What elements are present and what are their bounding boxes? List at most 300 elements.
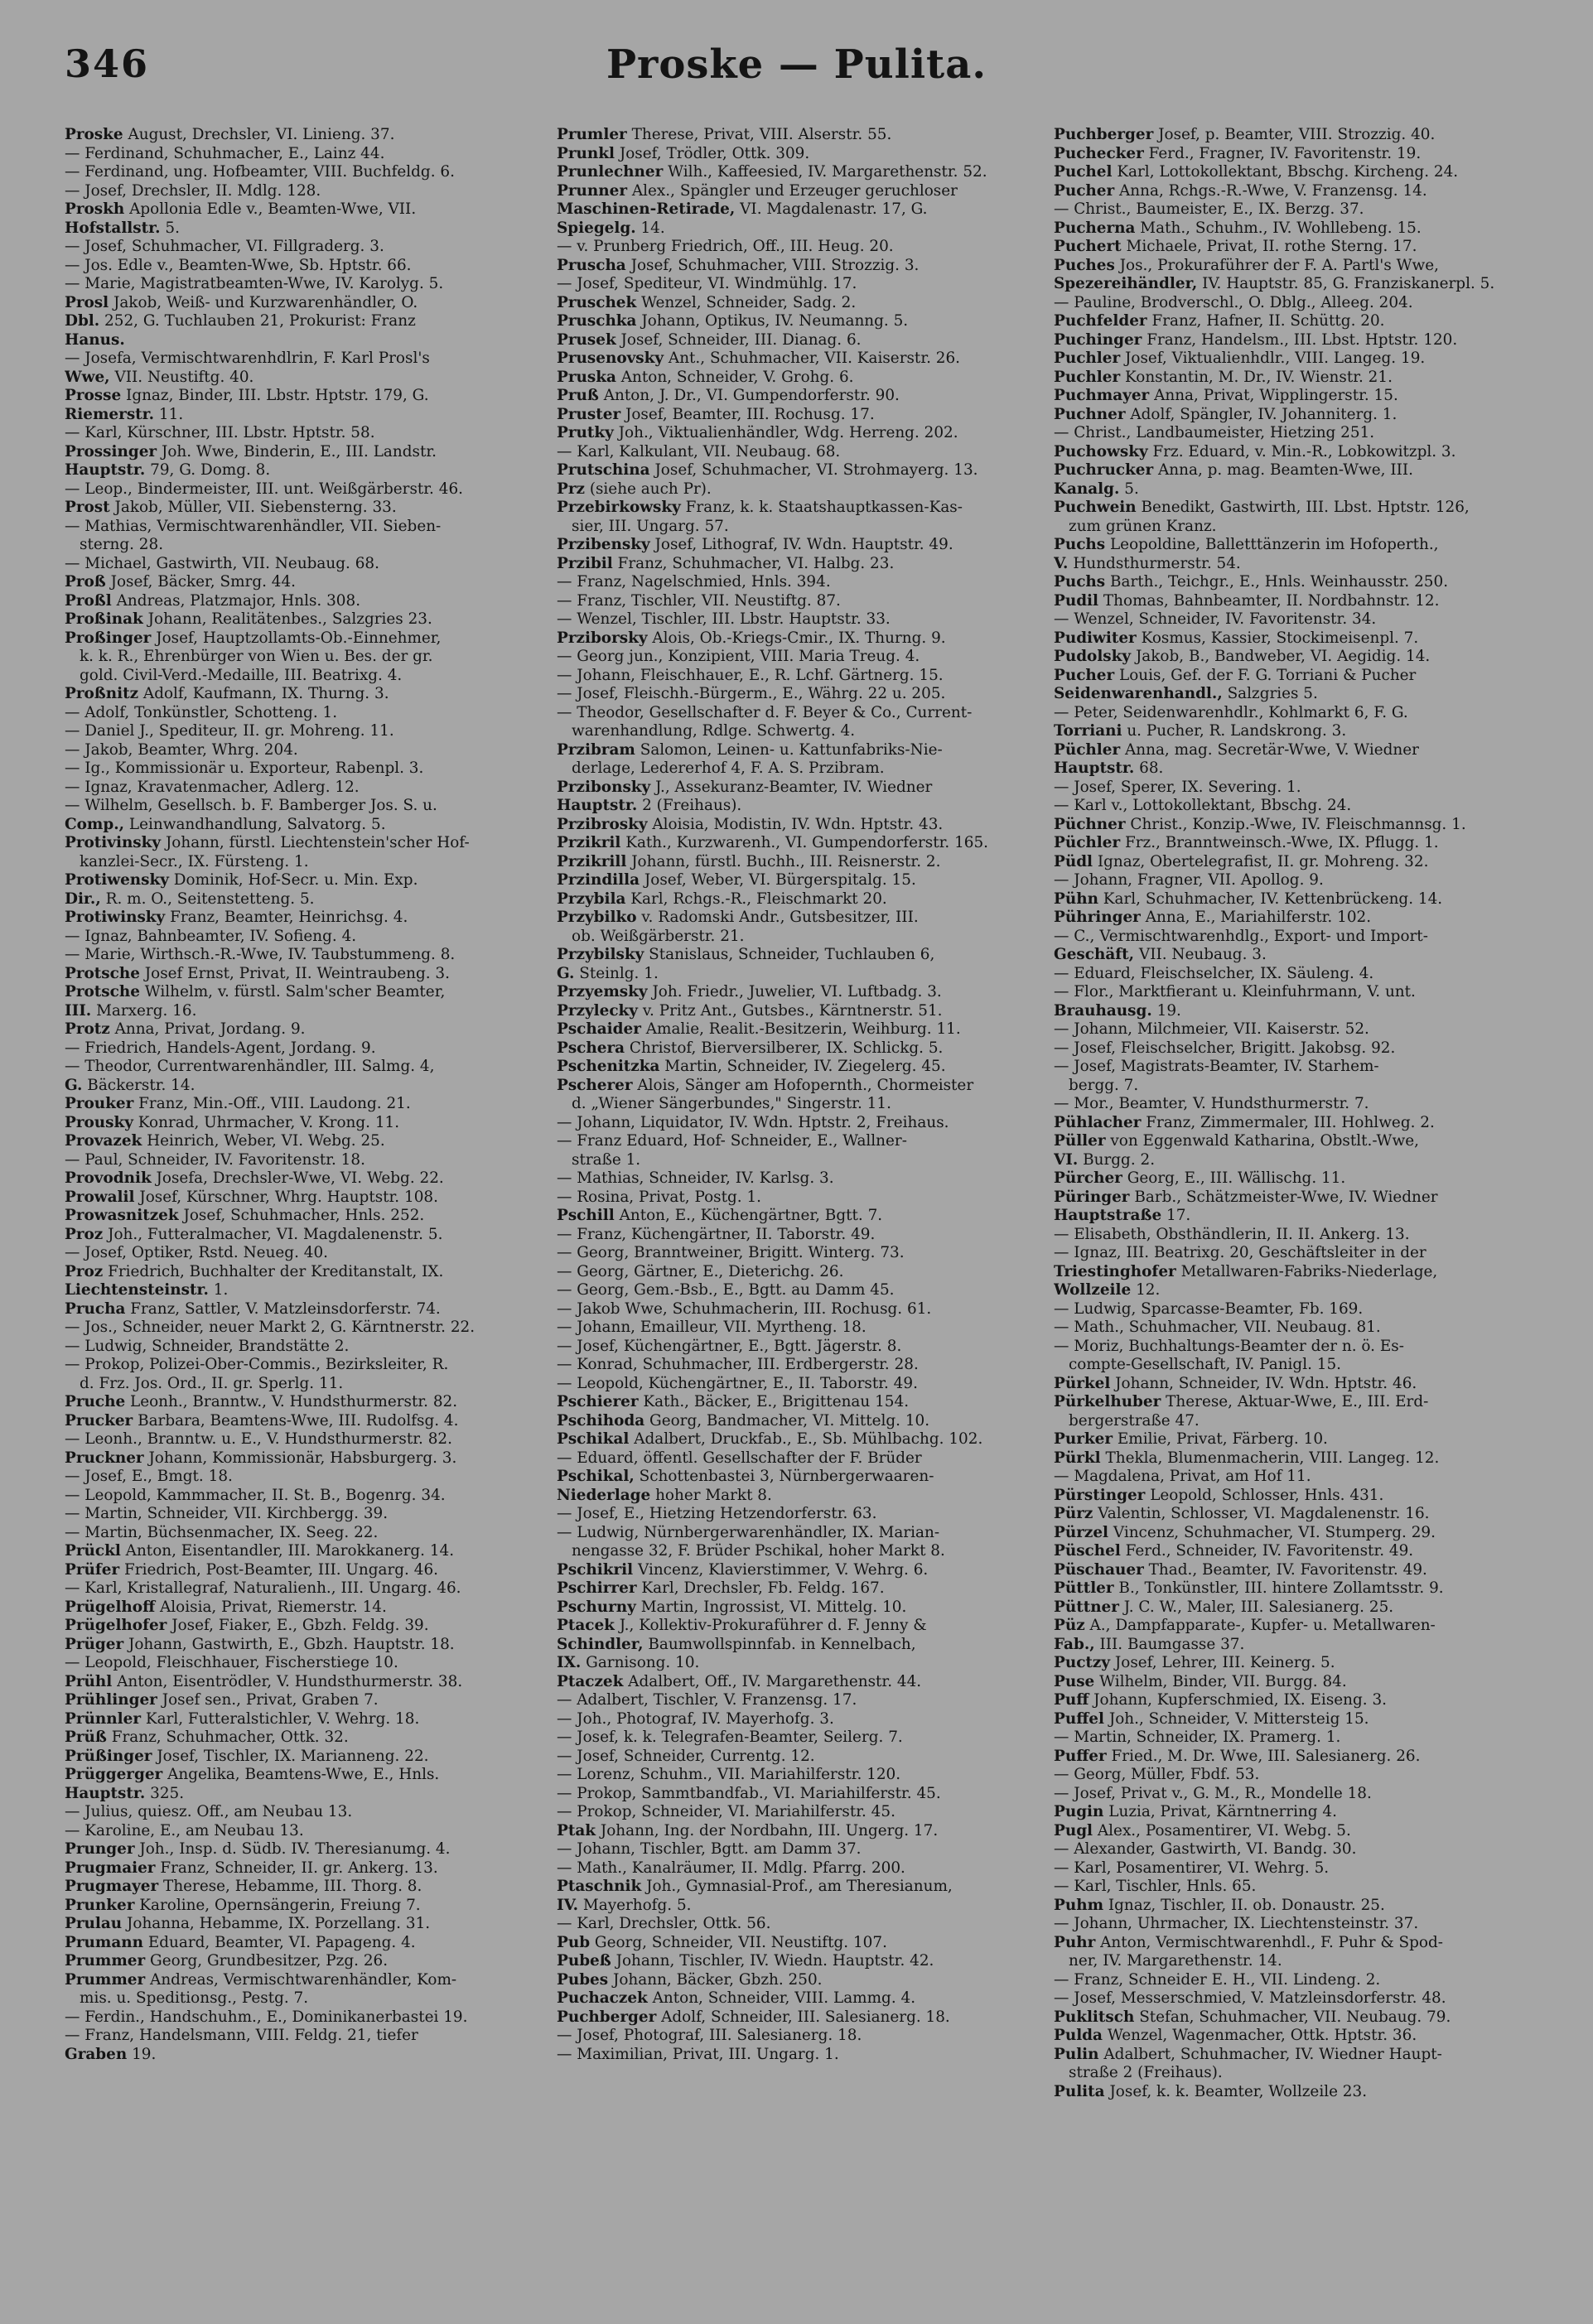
- directory-entry: — Marie, Wirthsch.-R.-Wwe, IV. Taubstummeng. 8.: [65, 946, 456, 963]
- directory-entry: — Johann, Fleischhauer, E., R. Lchf. Gärtnerg. 15.: [557, 666, 944, 684]
- directory-entry: straße 1.: [572, 1150, 641, 1169]
- directory-entry: Protiwensky Dominik, Hof-Secr. u. Min. Exp.: [65, 871, 418, 889]
- directory-entry: Przybilsky Stanislaus, Schneider, Tuchlauben 6,: [557, 946, 935, 963]
- directory-entry: — Karl v., Lottokollektant, Bbschg. 24.: [1054, 797, 1352, 814]
- directory-entry: Puchs Barth., Teichgr., E., Hnls. Weinhausstr. 250.: [1054, 573, 1449, 591]
- directory-entry: — Josef, k. k. Telegrafen-Beamter, Seilerg. 7.: [557, 1729, 903, 1746]
- directory-entry: Puffel Joh., Schneider, V. Mittersteig 15.: [1054, 1709, 1369, 1728]
- directory-entry: Proßinak Johann, Realitätenbes., Salzgries 23.: [65, 610, 432, 628]
- directory-entry: Puchowsky Frz. Eduard, v. Min.-R., Lobkowitzpl. 3.: [1054, 442, 1456, 460]
- directory-entry: Ptaczek Adalbert, Off., IV. Margarethenstr. 44.: [557, 1672, 922, 1690]
- directory-entry: Pubes Johann, Bäcker, Gbzh. 250.: [557, 1970, 823, 1989]
- directory-entry: — Ferdinand, ung. Hofbeamter, VIII. Buchfeldg. 6.: [65, 163, 455, 181]
- directory-entry: Pruster Josef, Beamter, III. Rochusg. 17.: [557, 405, 875, 423]
- directory-entry: Proßl Andreas, Platzmajor, Hnls. 308.: [65, 591, 361, 610]
- directory-entry: Puchrucker Anna, p. mag. Beamten-Wwe, III.: [1054, 461, 1413, 479]
- directory-entry: Pürkl Thekla, Blumenmacherin, VIII. Langeg. 12.: [1054, 1449, 1440, 1467]
- directory-entry: Przibram Salomon, Leinen- u. Kattunfabriks-Nie-: [557, 740, 943, 759]
- directory-entry: — Martin, Büchsenmacher, IX. Seeg. 22.: [65, 1523, 379, 1541]
- directory-entry: Provodnik Josefa, Drechsler-Wwe, VI. Webg. 22.: [65, 1169, 444, 1187]
- directory-entry: Pulin Adalbert, Schuhmacher, IV. Wiedner Haupt-: [1054, 2045, 1442, 2063]
- directory-entry: Hauptstraße 17.: [1054, 1207, 1191, 1224]
- column-1: [65, 126, 549, 2288]
- directory-entry: Prutky Joh., Viktualienhändler, Wdg. Herreng. 202.: [557, 424, 958, 441]
- directory-entry: k. k. R., Ehrenbürger von Wien u. Bes. der gr.: [80, 648, 433, 665]
- directory-entry: — Friedrich, Handels-Agent, Jordang. 9.: [65, 1039, 376, 1057]
- directory-entry: Seidenwarenhandl., Salzgries 5.: [1054, 685, 1318, 702]
- directory-entry: Puhr Anton, Vermischtwarenhdl., F. Puhr & Spod-: [1054, 1933, 1443, 1951]
- directory-entry: Pschierer Kath., Bäcker, E., Brigittenau 154.: [557, 1393, 910, 1410]
- directory-entry: Prowalil Josef, Kürschner, Whrg. Hauptstr. 108.: [65, 1188, 438, 1206]
- directory-entry: compte-Gesellschaft, IV. Panigl. 15.: [1069, 1356, 1342, 1373]
- directory-entry: Pürstinger Leopold, Schlosser, Hnls. 431.: [1054, 1486, 1384, 1504]
- directory-entry: — Josef, Sperer, IX. Severing. 1.: [1054, 778, 1301, 796]
- directory-entry: bergerstraße 47.: [1069, 1411, 1200, 1430]
- directory-entry: Spiegelg. 14.: [557, 219, 665, 237]
- directory-entry: Puchler Josef, Viktualienhdlr., VIII. Langeg. 19.: [1054, 350, 1426, 367]
- directory-entry: Prüß Franz, Schuhmacher, Ottk. 32.: [65, 1729, 349, 1746]
- column-3: [1054, 126, 1538, 2288]
- directory-entry: Przebirkowsky Franz, k. k. Staatshauptkassen-Kas-: [557, 499, 963, 516]
- directory-entry: — Josef, Drechsler, II. Mdlg. 128.: [65, 181, 321, 200]
- directory-entry: Prüggerger Angelika, Beamtens-Wwe, E., Hnls.: [65, 1766, 440, 1783]
- directory-entry: Prummer Andreas, Vermischtwarenhändler, Kom-: [65, 1970, 457, 1989]
- directory-entry: — Franz, Tischler, VII. Neustiftg. 87.: [557, 591, 841, 610]
- directory-entry: Przybila Karl, Rchgs.-R., Fleischmarkt 20.: [557, 890, 887, 908]
- directory-entry: Pudiwiter Kosmus, Kassier, Stockimeisenpl. 7.: [1054, 629, 1419, 647]
- directory-entry: — Karl, Kürschner, III. Lbstr. Hptstr. 58.: [65, 424, 375, 441]
- directory-entry: Pschikril Vincenz, Klavierstimmer, V. Wehrg. 6.: [557, 1560, 929, 1579]
- directory-entry: — Karoline, E., am Neubau 13.: [65, 1821, 304, 1839]
- directory-entry: Prusenovsky Ant., Schuhmacher, VII. Kaiserstr. 26.: [557, 350, 961, 367]
- directory-entry: Proßinger Josef, Hauptzollamts-Ob.-Einnehmer,: [65, 629, 442, 647]
- directory-entry: Püdl Ignaz, Obertelegrafist, II. gr. Mohreng. 32.: [1054, 852, 1429, 870]
- directory-entry: — Adalbert, Tischler, V. Franzensg. 17.: [557, 1691, 857, 1709]
- directory-entry: Pürz Valentin, Schlosser, VI. Magdalenenstr. 16.: [1054, 1505, 1430, 1522]
- directory-entry: Prügelhofer Josef, Fiaker, E., Gbzh. Feldg. 39.: [65, 1617, 429, 1634]
- directory-entry: Pürkelhuber Therese, Aktuar-Wwe, E., III. Erd-: [1054, 1393, 1429, 1410]
- directory-entry: — Lorenz, Schuhm., VII. Mariahilferstr. 120.: [557, 1766, 901, 1783]
- directory-entry: Proz Friedrich, Buchhalter der Kreditanstalt, IX.: [65, 1262, 444, 1280]
- directory-entry: Pschill Anton, E., Küchengärtner, Bgtt. 7.: [557, 1207, 883, 1224]
- directory-entry: Ptak Johann, Ing. der Nordbahn, III. Ungerg. 17.: [557, 1821, 939, 1839]
- directory-entry: Prüger Johann, Gastwirth, E., Gbzh. Hauptstr. 18.: [65, 1635, 455, 1653]
- directory-entry: — Jos., Schneider, neuer Markt 2, G. Kärntnerstr. 22.: [65, 1319, 475, 1336]
- directory-entry: Pschera Christof, Bierversilberer, IX. Schlickg. 5.: [557, 1039, 944, 1057]
- directory-entry: — Eduard, Fleischselcher, IX. Säuleng. 4.: [1054, 964, 1374, 982]
- directory-entry: Puchel Karl, Lottokollektant, Bbschg. Kircheng. 24.: [1054, 163, 1459, 181]
- directory-entry: — Karl, Kristallegraf, Naturalienh., III. Ungarg. 46.: [65, 1579, 461, 1597]
- directory-entry: Prziborsky Alois, Ob.-Kriegs-Cmir., IX. Thurng. 9.: [557, 629, 946, 647]
- directory-entry: — Paul, Schneider, IV. Favoritenstr. 18.: [65, 1150, 365, 1169]
- directory-entry: Pruß Anton, J. Dr., VI. Gumpendorferstr. 90.: [557, 387, 900, 404]
- directory-entry: — Mathias, Vermischtwarenhändler, VII. Sieben-: [65, 517, 442, 535]
- directory-entry: Triestinghofer Metallwaren-Fabriks-Niederlage,: [1054, 1262, 1438, 1280]
- directory-entry: Pulita Josef, k. k. Beamter, Wollzeile 23.: [1054, 2082, 1368, 2100]
- directory-entry: Pucher Louis, Gef. der F. G. Torriani & Pucher: [1054, 666, 1417, 684]
- directory-entry: Ptacek J., Kollektiv-Prokuraführer d. F. Jenny &: [557, 1617, 927, 1634]
- directory-entry: derlage, Ledererhof 4, F. A. S. Przibram.: [572, 759, 885, 777]
- directory-entry: Hanus.: [65, 330, 125, 349]
- directory-entry: — Math., Kanalräumer, II. Mdlg. Pfarrg. 200.: [557, 1859, 905, 1877]
- directory-entry: Pschurny Martin, Ingrossist, VI. Mittelg. 10.: [557, 1598, 907, 1616]
- directory-entry: sterng. 28.: [80, 536, 164, 553]
- directory-entry: Prulau Johanna, Hebamme, IX. Porzellang. 31.: [65, 1915, 431, 1932]
- directory-entry: Protivinsky Johann, fürstl. Liechtenstein'scher Hof-: [65, 834, 470, 851]
- directory-entry: Pschikal, Schottenbastei 3, Nürnbergerwaaren-: [557, 1468, 934, 1485]
- directory-entry: Pschihoda Georg, Bandmacher, VI. Mittelg. 10.: [557, 1411, 930, 1430]
- directory-entry: — Ignaz, Kravatenmacher, Adlerg. 12.: [65, 778, 360, 796]
- directory-entry: — C., Vermischtwarenhdlg., Export- und Import-: [1054, 927, 1428, 945]
- directory-entry: — Josef, Schuhmacher, VI. Fillgraderg. 3.: [65, 238, 384, 255]
- directory-entry: — Marie, Magistratbeamten-Wwe, IV. Karolyg. 5.: [65, 275, 444, 292]
- directory-entry: — Franz, Nagelschmied, Hnls. 394.: [557, 573, 831, 591]
- directory-entry: — Konrad, Schuhmacher, III. Erdbergerstr. 28.: [557, 1356, 919, 1373]
- directory-entry: Przibensky Josef, Lithograf, IV. Wdn. Hauptstr. 49.: [557, 536, 953, 553]
- directory-entry: Prügelhoff Aloisia, Privat, Riemerstr. 14.: [65, 1598, 387, 1616]
- directory-entry: Pschaider Amalie, Realit.-Besitzerin, Weihburg. 11.: [557, 1020, 961, 1038]
- directory-entry: Pucher Anna, Rchgs.-R.-Wwe, V. Franzensg. 14.: [1054, 181, 1427, 200]
- directory-entry: Przibil Franz, Schuhmacher, VI. Halbg. 23.: [557, 554, 895, 572]
- directory-entry: Comp., Leinwandhandlung, Salvatorg. 5.: [65, 815, 386, 833]
- directory-entry: Püchner Christ., Konzip.-Wwe, IV. Fleischmannsg. 1.: [1054, 815, 1466, 833]
- directory-entry: Prz (siehe auch Pr).: [557, 480, 712, 498]
- directory-entry: Torriani u. Pucher, R. Landskrong. 3.: [1054, 722, 1347, 740]
- directory-entry: — Leopold, Fleischhauer, Fischerstiege 10.: [65, 1654, 398, 1671]
- directory-entry: — Theodor, Gesellschafter d. F. Beyer & Co., Current-: [557, 703, 973, 721]
- directory-entry: Proz Joh., Futteralmacher, VI. Magdalenenstr. 5.: [65, 1225, 443, 1243]
- directory-entry: Prunkl Josef, Trödler, Ottk. 309.: [557, 144, 810, 162]
- directory-entry: Protz Anna, Privat, Jordang. 9.: [65, 1020, 306, 1038]
- directory-entry: Protsche Wilhelm, v. fürstl. Salm'scher Beamter,: [65, 983, 446, 1000]
- directory-entry: Wwe, VII. Neustiftg. 40.: [65, 368, 254, 386]
- directory-entry: — Math., Schuhmacher, VII. Neubaug. 81.: [1054, 1319, 1381, 1336]
- directory-entry: Riemerstr. 11.: [65, 405, 184, 423]
- page-header: [0, 0, 1593, 104]
- directory-entry: — Pauline, Brodverschl., O. Dblg., Alleeg. 204.: [1054, 293, 1413, 311]
- directory-entry: Puff Johann, Kupferschmied, IX. Eiseng. 3.: [1054, 1691, 1387, 1709]
- directory-entry: Puchmayer Anna, Privat, Wipplingerstr. 15.: [1054, 387, 1398, 404]
- directory-entry: — Josef, Küchengärtner, E., Bgtt. Jägerstr. 8.: [557, 1337, 902, 1355]
- directory-entry: Ptaschnik Joh., Gymnasial-Prof., am Theresianum,: [557, 1878, 953, 1895]
- directory-entry: — Ludwig, Sparcasse-Beamter, Fb. 169.: [1054, 1299, 1364, 1318]
- directory-entry: — Johann, Liquidator, IV. Wdn. Hptstr. 2, Freihaus.: [557, 1113, 949, 1131]
- directory-entry: Niederlage hoher Markt 8.: [557, 1486, 772, 1504]
- directory-entry: Pühlacher Franz, Zimmermaler, III. Hohlweg. 2.: [1054, 1113, 1435, 1131]
- directory-entry: — v. Prunberg Friedrich, Off., III. Heug. 20.: [557, 238, 894, 255]
- directory-entry: Prühlinger Josef sen., Privat, Graben 7.: [65, 1691, 379, 1709]
- directory-entry: — Josef, Fleischselcher, Brigitt. Jakobsg. 92.: [1054, 1039, 1396, 1057]
- directory-entry: — Martin, Schneider, IX. Pramerg. 1.: [1054, 1729, 1341, 1746]
- directory-entry: — Julius, quiesz. Off., am Neubau 13.: [65, 1803, 353, 1820]
- directory-entry: Puchwein Benedikt, Gastwirth, III. Lbst. Hptstr. 126,: [1054, 499, 1470, 516]
- directory-entry: ner, IV. Margarethenstr. 14.: [1069, 1952, 1282, 1970]
- directory-entry: Puchler Konstantin, M. Dr., IV. Wienstr. 21.: [1054, 368, 1393, 386]
- directory-entry: Pucherna Math., Schuhm., IV. Wohllebeng. 15.: [1054, 219, 1422, 237]
- directory-entry: G. Bäckerstr. 14.: [65, 1076, 196, 1094]
- directory-entry: Protiwinsky Franz, Beamter, Heinrichsg. 4.: [65, 909, 408, 926]
- directory-entry: — Theodor, Currentwarenhändler, III. Salmg. 4,: [65, 1058, 435, 1075]
- directory-entry: kanzlei-Secr., IX. Fürsteng. 1.: [80, 852, 309, 870]
- directory-entry: Liechtensteinstr. 1.: [65, 1281, 229, 1299]
- directory-entry: Dbl. 252, G. Tuchlauben 21, Prokurist: Franz: [65, 312, 416, 330]
- directory-entry: Pühn Karl, Schuhmacher, IV. Kettenbrückeng. 14.: [1054, 890, 1443, 908]
- directory-entry: Pschirrer Karl, Drechsler, Fb. Feldg. 167.: [557, 1579, 885, 1597]
- directory-entry: Pürzel Vincenz, Schuhmacher, VI. Stumperg. 29.: [1054, 1523, 1436, 1541]
- directory-entry: Pub Georg, Schneider, VII. Neustiftg. 107.: [557, 1933, 887, 1951]
- directory-entry: Puctzy Josef, Lehrer, III. Keinerg. 5.: [1054, 1654, 1335, 1671]
- directory-entry: — Franz, Schneider E. H., VII. Lindeng. 2.: [1054, 1970, 1381, 1989]
- directory-entry: Hauptstr. 2 (Freihaus).: [557, 797, 742, 814]
- directory-entry: Proskh Apollonia Edle v., Beamten-Wwe, VII.: [65, 200, 417, 218]
- directory-entry: Przylecky v. Pritz Ant., Gutsbes., Kärntnerstr. 51.: [557, 1001, 943, 1020]
- directory-entry: Prugmayer Therese, Hebamme, III. Thorg. 8.: [65, 1878, 422, 1895]
- directory-entry: — Eduard, öffentl. Gesellschafter der F. Brüder: [557, 1449, 922, 1467]
- directory-entry: bergg. 7.: [1069, 1076, 1139, 1094]
- directory-entry: — Karl, Tischler, Hnls. 65.: [1054, 1878, 1257, 1895]
- directory-entry: Pühringer Anna, E., Mariahilferstr. 102.: [1054, 909, 1372, 926]
- directory-entry: Puffer Fried., M. Dr. Wwe, III. Salesianerg. 26.: [1054, 1747, 1421, 1765]
- directory-entry: Puchner Adolf, Spängler, IV. Johanniterg. 1.: [1054, 405, 1397, 423]
- directory-entry: — Leopold, Küchengärtner, E., II. Taborstr. 49.: [557, 1374, 918, 1392]
- directory-entry: Prost Jakob, Müller, VII. Siebensterng. 33.: [65, 499, 397, 516]
- directory-entry: Prouker Franz, Min.-Off., VIII. Laudong. 21.: [65, 1095, 411, 1112]
- directory-entry: — Wenzel, Tischler, III. Lbstr. Hauptstr. 33.: [557, 610, 891, 628]
- directory-entry: — Karl, Posamentirer, VI. Wehrg. 5.: [1054, 1859, 1330, 1877]
- directory-entry: Puchert Michaele, Privat, II. rothe Sterng. 17.: [1054, 238, 1417, 255]
- directory-entry: — Rosina, Privat, Postg. 1.: [557, 1188, 761, 1206]
- directory-entry: — Johann, Fragner, VII. Apollog. 9.: [1054, 871, 1324, 889]
- directory-entry: Pschenitzka Martin, Schneider, IV. Ziegelerg. 45.: [557, 1058, 946, 1075]
- page-number: 346: [65, 41, 150, 86]
- directory-entry: Przikril Kath., Kurzwarenh., VI. Gumpendorferstr. 165.: [557, 834, 989, 851]
- directory-entry: Prutschina Josef, Schuhmacher, VI. Strohmayerg. 13.: [557, 461, 978, 479]
- directory-entry: Schindler, Baumwollspinnfab. in Kennelbach,: [557, 1635, 916, 1653]
- directory-entry: Prummer Georg, Grundbesitzer, Pzg. 26.: [65, 1952, 389, 1970]
- directory-entry: Pulda Wenzel, Wagenmacher, Ottk. Hptstr. 36.: [1054, 2027, 1417, 2044]
- directory-entry: — Georg jun., Konzipient, VIII. Maria Treug. 4.: [557, 648, 920, 665]
- directory-entry: Prückl Anton, Eisentandler, III. Marokkanerg. 14.: [65, 1542, 455, 1560]
- directory-entry: — Ignaz, Bahnbeamter, IV. Sofieng. 4.: [65, 927, 357, 945]
- directory-entry: — Ludwig, Schneider, Brandstätte 2.: [65, 1337, 350, 1355]
- directory-entry: Provazek Heinrich, Weber, VI. Webg. 25.: [65, 1132, 385, 1150]
- directory-entry: Prunker Karoline, Opernsängerin, Freiung 7.: [65, 1896, 421, 1914]
- directory-entry: — Josef, Fleischh.-Bürgerm., E., Währg. 22 u. 205.: [557, 685, 946, 702]
- directory-entry: Prugmaier Franz, Schneider, II. gr. Ankerg. 13.: [65, 1859, 438, 1877]
- directory-entry: — Georg, Branntweiner, Brigitt. Winterg. 73.: [557, 1244, 905, 1261]
- directory-entry: — Michael, Gastwirth, VII. Neubaug. 68.: [65, 554, 379, 572]
- directory-entry: Prüßinger Josef, Tischler, IX. Marianneng. 22.: [65, 1747, 429, 1765]
- directory-entry: — Karl, Drechsler, Ottk. 56.: [557, 1915, 771, 1932]
- directory-entry: — Ludwig, Nürnbergerwarenhändler, IX. Marian-: [557, 1523, 940, 1541]
- directory-entry: VI. Burgg. 2.: [1054, 1150, 1156, 1169]
- directory-entry: — Karl, Kalkulant, VII. Neubaug. 68.: [557, 442, 841, 460]
- directory-entry: — Josef, E., Hietzing Hetzendorferstr. 63.: [557, 1505, 877, 1522]
- directory-entry: Wollzeile 12.: [1054, 1281, 1161, 1299]
- directory-entry: Puchaczek Anton, Schneider, VIII. Lammg. 4.: [557, 1989, 916, 2007]
- directory-entry: gold. Civil-Verd.-Medaille, III. Beatrixg. 4.: [80, 666, 403, 684]
- directory-entry: d. „Wiener Sängerbundes," Singerstr. 11.: [572, 1095, 891, 1112]
- directory-entry: Dir., R. m. O., Seitenstetteng. 5.: [65, 890, 315, 908]
- directory-entry: Puchecker Ferd., Fragner, IV. Favoritenstr. 19.: [1054, 144, 1422, 162]
- directory-entry: — Josef, Photograf, III. Salesianerg. 18.: [557, 2027, 862, 2044]
- directory-entry: Spezereihändler, IV. Hauptstr. 85, G. Franziskanerpl. 5.: [1054, 275, 1495, 292]
- directory-entry: Fab., III. Baumgasse 37.: [1054, 1635, 1245, 1653]
- directory-entry: Pubeß Johann, Tischler, IV. Wiedn. Hauptstr. 42.: [557, 1952, 934, 1970]
- directory-entry: — Mor., Beamter, V. Hundsthurmerstr. 7.: [1054, 1095, 1369, 1112]
- directory-entry: — Georg, Gärtner, E., Dieterichg. 26.: [557, 1262, 844, 1280]
- directory-entry: Przyemsky Joh. Friedr., Juwelier, VI. Luftbadg. 3.: [557, 983, 942, 1000]
- directory-entry: straße 2 (Freihaus).: [1069, 2064, 1223, 2081]
- directory-entry: nengasse 32, F. Brüder Pschikal, hoher Markt 8.: [572, 1542, 945, 1560]
- directory-entry: — Johann, Uhrmacher, IX. Liechtensteinstr. 37.: [1054, 1915, 1419, 1932]
- directory-entry: Puchinger Franz, Handelsm., III. Lbst. Hptstr. 120.: [1054, 330, 1458, 349]
- directory-entry: Protsche Josef Ernst, Privat, II. Weintraubeng. 3.: [65, 964, 450, 982]
- directory-entry: — Johann, Milchmeier, VII. Kaiserstr. 52.: [1054, 1020, 1369, 1038]
- directory-entry: — Josef, Magistrats-Beamter, IV. Starhem-: [1054, 1058, 1379, 1075]
- directory-entry: Prumler Therese, Privat, VIII. Alserstr. 55.: [557, 126, 892, 143]
- directory-entry: Prunlechner Wilh., Kaffeesied, IV. Margarethenstr. 52.: [557, 163, 987, 181]
- directory-entry: Pugin Luzia, Privat, Kärntnerring 4.: [1054, 1803, 1337, 1820]
- directory-entry: IV. Mayerhofg. 5.: [557, 1896, 692, 1914]
- directory-entry: Püchler Anna, mag. Secretär-Wwe, V. Wiedner: [1054, 740, 1419, 759]
- directory-entry: IX. Garnisong. 10.: [557, 1654, 700, 1671]
- directory-entry: — Josef, Messerschmied, V. Matzleinsdorferstr. 48.: [1054, 1989, 1446, 2007]
- directory-entry: Graben 19.: [65, 2045, 157, 2063]
- directory-entry: Püz A., Dampfapparate-, Kupfer- u. Metallwaren-: [1054, 1617, 1436, 1634]
- directory-entry: d. Frz. Jos. Ord., II. gr. Sperlg. 11.: [80, 1374, 344, 1392]
- directory-entry: zum grünen Kranz.: [1069, 517, 1217, 535]
- directory-entry: — Mathias, Schneider, IV. Karlsg. 3.: [557, 1169, 834, 1187]
- directory-entry: — Ignaz, III. Beatrixg. 20, Geschäftsleiter in der: [1054, 1244, 1426, 1261]
- directory-entry: warenhandlung, Rdlge. Schwertg. 4.: [572, 722, 856, 740]
- directory-entry: sier, III. Ungarg. 57.: [572, 517, 729, 535]
- directory-entry: — Moriz, Buchhaltungs-Beamter der n. ö. Es-: [1054, 1337, 1404, 1355]
- directory-entry: Püschauer Thad., Beamter, IV. Favoritenstr. 49.: [1054, 1560, 1427, 1579]
- directory-entry: Kanalg. 5.: [1054, 480, 1139, 498]
- directory-entry: — Franz, Handelsmann, VIII. Feldg. 21, tiefer: [65, 2027, 418, 2044]
- directory-entry: Prosl Jakob, Weiß- und Kurzwarenhändler, O.: [65, 293, 418, 311]
- directory-entry: — Leop., Bindermeister, III. unt. Weißgärberstr. 46.: [65, 480, 464, 498]
- directory-entry: Hauptstr. 68.: [1054, 759, 1164, 777]
- directory-entry: Pruschek Wenzel, Schneider, Sadg. 2.: [557, 293, 857, 311]
- directory-entry: — Leopold, Kammmacher, II. St. B., Bogenrg. 34.: [65, 1486, 446, 1504]
- directory-entry: Prühl Anton, Eisentrödler, V. Hundsthurmerstr. 38.: [65, 1672, 463, 1690]
- directory-entry: Pruschka Johann, Optikus, IV. Neumanng. 5.: [557, 312, 909, 330]
- directory-entry: Prucha Franz, Sattler, V. Matzleinsdorferstr. 74.: [65, 1299, 441, 1318]
- directory-entry: Puchberger Adolf, Schneider, III. Salesianerg. 18.: [557, 2008, 950, 2026]
- directory-entry: — Martin, Schneider, VII. Kirchbergg. 39.: [65, 1505, 389, 1522]
- directory-entry: G. Steinlg. 1.: [557, 964, 659, 982]
- directory-entry: Prousky Konrad, Uhrmacher, V. Krong. 11.: [65, 1113, 400, 1131]
- directory-entry: — Prokop, Polizei-Ober-Commis., Bezirksleiter, R.: [65, 1356, 449, 1373]
- directory-entry: Przindilla Josef, Weber, VI. Bürgerspitalg. 15.: [557, 871, 916, 889]
- directory-entry: III. Marxerg. 16.: [65, 1001, 197, 1020]
- directory-entry: — Jakob Wwe, Schuhmacherin, III. Rochusg. 61.: [557, 1299, 932, 1318]
- directory-entry: — Franz Eduard, Hof- Schneider, E., Wallner-: [557, 1132, 907, 1150]
- directory-entry: — Johann, Tischler, Bgtt. am Damm 37.: [557, 1840, 862, 1858]
- directory-entry: — Josef, E., Bmgt. 18.: [65, 1468, 233, 1485]
- directory-entry: Pruckner Johann, Kommissionär, Habsburgerg. 3.: [65, 1449, 457, 1467]
- directory-entry: — Daniel J., Spediteur, II. gr. Mohreng. 11.: [65, 722, 394, 740]
- directory-entry: — Prokop, Sammtbandfab., VI. Mariahilferstr. 45.: [557, 1784, 941, 1802]
- directory-entry: Prunger Joh., Insp. d. Südb. IV. Theresianumg. 4.: [65, 1840, 451, 1858]
- directory-entry: — Josef, Spediteur, VI. Windmühlg. 17.: [557, 275, 857, 292]
- directory-entry: ob. Weißgärberstr. 21.: [572, 927, 745, 945]
- directory-entry: — Georg, Gem.-Bsb., E., Bgtt. au Damm 45.: [557, 1281, 895, 1299]
- directory-entry: Püttner J. C. W., Maler, III. Salesianerg. 25.: [1054, 1598, 1394, 1616]
- directory-entry: Prowasnitzek Josef, Schuhmacher, Hnls. 252.: [65, 1207, 425, 1224]
- directory-entry: — Jos. Edle v., Beamten-Wwe, Sb. Hptstr. 66.: [65, 256, 412, 274]
- directory-entry: — Elisabeth, Obsthändlerin, II. II. Ankerg. 13.: [1054, 1225, 1410, 1243]
- directory-entry: Prüfer Friedrich, Post-Beamter, III. Ungarg. 46.: [65, 1560, 438, 1579]
- directory-entry: Geschäft, VII. Neubaug. 3.: [1054, 946, 1267, 963]
- directory-entry: Prusek Josef, Schneider, III. Dianag. 6.: [557, 330, 862, 349]
- directory-entry: — Magdalena, Privat, am Hof 11.: [1054, 1468, 1311, 1485]
- column-2: [557, 126, 1041, 2288]
- directory-entry: Püschel Ferd., Schneider, IV. Favoritenstr. 49.: [1054, 1542, 1414, 1560]
- directory-entry: Püchler Frz., Branntweinsch.-Wwe, IX. Pflugg. 1.: [1054, 834, 1439, 851]
- directory-entry: — Christ., Baumeister, E., IX. Berzg. 37.: [1054, 200, 1364, 218]
- directory-entry: — Leonh., Branntw. u. E., V. Hundsthurmerstr. 82.: [65, 1430, 452, 1448]
- directory-entry: Prossinger Joh. Wwe, Binderin, E., III. Landstr.: [65, 442, 437, 460]
- directory-entry: Prünnler Karl, Futteralstichler, V. Wehrg. 18.: [65, 1709, 420, 1728]
- directory-entry: Przikrill Johann, fürstl. Buchh., III. Reisnerstr. 2.: [557, 852, 941, 870]
- directory-entry: — Josefa, Vermischtwarenhdlrin, F. Karl Prosl's: [65, 350, 430, 367]
- directory-entry: Pudil Thomas, Bahnbeamter, II. Nordbahnstr. 12.: [1054, 591, 1440, 610]
- directory-entry: — Ig., Kommissionär u. Exporteur, Rabenpl. 3.: [65, 759, 424, 777]
- directory-entry: Pruscha Josef, Schuhmacher, VIII. Strozzig. 3.: [557, 256, 920, 274]
- directory-entry: Purker Emilie, Privat, Färberg. 10.: [1054, 1430, 1328, 1448]
- directory-entry: Proß Josef, Bäcker, Smrg. 44.: [65, 573, 297, 591]
- directory-entry: Pruche Leonh., Branntw., V. Hundsthurmerstr. 82.: [65, 1393, 458, 1410]
- directory-entry: — Maximilian, Privat, III. Ungarg. 1.: [557, 2045, 839, 2063]
- directory-entry: Hauptstr. 79, G. Domg. 8.: [65, 461, 271, 479]
- directory-entry: — Joh., Photograf, IV. Mayerhofg. 3.: [557, 1709, 834, 1728]
- directory-entry: Puches Jos., Prokuraführer der F. A. Partl's Wwe,: [1054, 256, 1440, 274]
- directory-entry: Przybilko v. Radomski Andr., Gutsbesitzer, III.: [557, 909, 919, 926]
- directory-entry: Püller von Eggenwald Katharina, Obstlt.-Wwe,: [1054, 1132, 1419, 1150]
- directory-entry: mis. u. Speditionsg., Pestg. 7.: [80, 1989, 309, 2007]
- directory-entry: Pugl Alex., Posamentirer, VI. Webg. 5.: [1054, 1821, 1351, 1839]
- directory-entry: — Josef, Schneider, Currentg. 12.: [557, 1747, 815, 1765]
- directory-entry: Przibonsky J., Assekuranz-Beamter, IV. Wiedner: [557, 778, 933, 796]
- directory-entry: Proßnitz Adolf, Kaufmann, IX. Thurng. 3.: [65, 685, 389, 702]
- directory-entry: Prumann Eduard, Beamter, VI. Papageng. 4.: [65, 1933, 416, 1951]
- directory-entry: — Franz, Küchengärtner, II. Taborstr. 49.: [557, 1225, 876, 1243]
- directory-entry: — Adolf, Tonkünstler, Schotteng. 1.: [65, 703, 338, 721]
- directory-entry: Puchfelder Franz, Hafner, II. Schüttg. 20.: [1054, 312, 1385, 330]
- directory-entry: — Johann, Emailleur, VII. Myrtheng. 18.: [557, 1319, 866, 1336]
- directory-entry: — Josef, Privat v., G. M., R., Mondelle 18.: [1054, 1784, 1372, 1802]
- directory-entry: Puchs Leopoldine, Balletttänzerin im Hofoperth.,: [1054, 536, 1439, 553]
- directory-entry: Puklitsch Stefan, Schuhmacher, VII. Neubaug. 79.: [1054, 2008, 1451, 2026]
- directory-entry: — Georg, Müller, Fbdf. 53.: [1054, 1766, 1260, 1783]
- directory-entry: Maschinen-Retirade, VI. Magdalenastr. 17, G.: [557, 200, 928, 218]
- directory-entry: Hofstallstr. 5.: [65, 219, 180, 237]
- directory-entry: — Wilhelm, Gesellsch. b. F. Bamberger Jos. S. u.: [65, 797, 437, 814]
- directory-entry: Przibrosky Aloisia, Modistin, IV. Wdn. Hptstr. 43.: [557, 815, 944, 833]
- directory-entry: — Josef, Optiker, Rstd. Neueg. 40.: [65, 1244, 329, 1261]
- directory-entry: Pruska Anton, Schneider, V. Grohg. 6.: [557, 368, 854, 386]
- directory-entry: Pschikal Adalbert, Druckfab., E., Sb. Mühlbachg. 102.: [557, 1430, 983, 1448]
- directory-entry: — Peter, Seidenwarenhdlr., Kohlmarkt 6, F. G.: [1054, 703, 1408, 721]
- directory-entry: Puchberger Josef, p. Beamter, VIII. Strozzig. 40.: [1054, 126, 1436, 143]
- directory-entry: Pudolsky Jakob, B., Bandweber, VI. Aegidig. 14.: [1054, 648, 1431, 665]
- directory-entry: Pürcher Georg, E., III. Wällischg. 11.: [1054, 1169, 1346, 1187]
- directory-entry: Puhm Ignaz, Tischler, II. ob. Donaustr. 25.: [1054, 1896, 1385, 1914]
- directory-entry: Brauhausg. 19.: [1054, 1001, 1181, 1020]
